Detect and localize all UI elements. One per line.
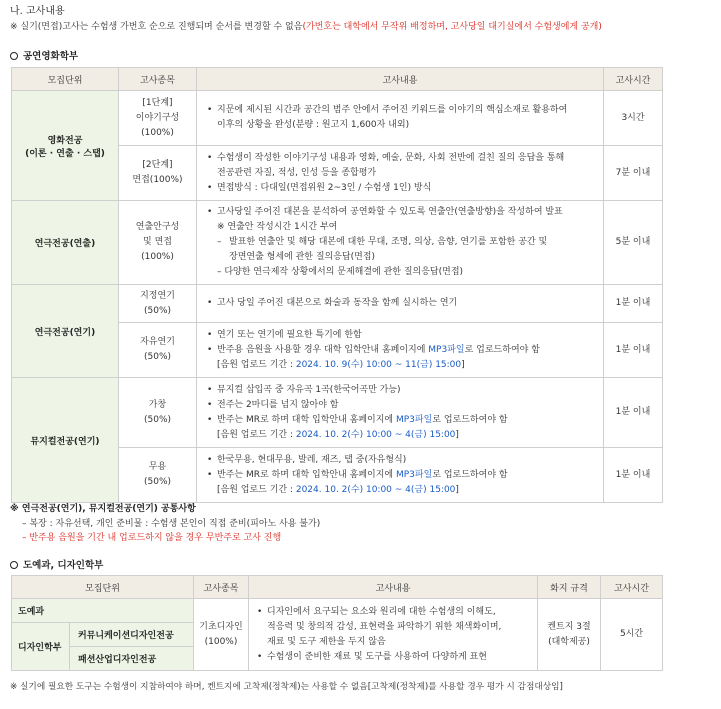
table-row: [12, 285, 663, 323]
unit-design: 디자인학부: [12, 623, 70, 671]
exam-type: [119, 146, 197, 201]
note-text: ※ 실기(면접)고사는 수험생 가번호 순으로 진행되며 순서를 변경할 수 없음: [10, 22, 303, 32]
paper-line: 켄트지 3절: [547, 621, 591, 632]
content-text: 반주용 음원을 사용할 경우 대학 입학안내 홈페이지에: [217, 344, 429, 355]
exam-line: 면접(100%): [132, 175, 183, 185]
content-text: [음원 업로드 기간 :: [217, 429, 296, 440]
unit-film: [12, 91, 119, 201]
col-header: 고사내용: [249, 576, 538, 599]
exam-type: [119, 285, 197, 323]
content-line: • 수험생이 작성한 이야기구성 내용과 영화, 예술, 문화, 사회 전반에 걸친 질의 응답을 통해: [207, 151, 595, 166]
table-row: [12, 91, 663, 146]
content-line: • 지문에 제시된 시간과 공간의 범주 안에서 주어진 키워드를 이야기의 핵심소재로 활용하여: [207, 103, 595, 118]
content-highlight: MP3파일: [395, 414, 433, 425]
exam-line: 및 면접: [143, 237, 172, 247]
col-header: 고사내용: [197, 68, 604, 91]
exam-time: 5시간: [601, 599, 663, 671]
exam-line: (100%): [141, 127, 174, 138]
table-header-row: [12, 68, 663, 91]
content-line: • 한국무용, 현대무용, 발레, 재즈, 탭 중(자유형식): [207, 453, 595, 468]
unit-name: 영화전공: [47, 135, 83, 146]
exam-type: [194, 599, 249, 671]
exam-content: [197, 201, 604, 285]
content-highlight: MP3파일: [395, 469, 433, 480]
exam-line: (50%): [143, 414, 172, 425]
content-text: 로 업로드하여야 함: [432, 469, 508, 480]
content-line: 장면연출 형세에 관한 질의응답(면접): [229, 252, 376, 262]
upload-period: 2024. 10. 2(수) 10:00 ~ 4(금) 15:00: [295, 429, 456, 440]
common-notes-title: ※ 연극전공(연기), 뮤지컬전공(연기) 공통사항: [10, 504, 196, 514]
exam-type: [119, 323, 197, 378]
exam-line: 자유연기: [140, 337, 175, 347]
exam-type: [119, 448, 197, 503]
exam-order-note: [10, 19, 602, 32]
content-line: • 뮤지컬 삽입곡 중 자유곡 1곡(한국어곡만 가능): [207, 383, 595, 398]
col-header: 고사시간: [601, 576, 663, 599]
content-line: – 발표한 연출안 및 해당 대본에 대한 무대, 조명, 의상, 음향, 연기를 포함한 공간 및: [207, 235, 595, 250]
circle-bullet-icon: [10, 52, 18, 60]
section1-title-text: 공연영화학부: [23, 51, 79, 62]
content-line: • 연기 또는 연기에 필요한 특기에 한함: [207, 328, 595, 343]
exam-line: (50%): [143, 477, 172, 487]
exam-content: [197, 91, 604, 146]
content-line: • 전주는 2마디를 넘지 않아야 함: [207, 398, 595, 413]
upload-period: 2024. 10. 9(수) 10:00 ~ 11(금) 15:00: [295, 359, 462, 370]
col-header: 고사종목: [119, 68, 197, 91]
unit-theatre-directing: 연극전공(연출): [12, 201, 119, 285]
exam-line: (50%): [143, 305, 172, 316]
content-line: – 다양한 연극제작 상황에서의 문제해결에 관한 질의응답(면접): [217, 267, 464, 277]
content-line: [207, 468, 595, 483]
paper-size: [538, 599, 601, 671]
exam-time: 7분 이내: [604, 146, 663, 201]
table-row: [12, 378, 663, 448]
content-line: ※ 연출안 작성시간 1시간 부여: [217, 222, 338, 232]
content-text: ]: [455, 429, 459, 440]
section2-title-text: 도예과, 디자인학부: [23, 560, 104, 571]
design-table: [11, 575, 663, 671]
content-text: 반주는 MR로 하며 대학 입학안내 홈페이지에: [217, 414, 396, 425]
col-header: 모집단위: [12, 576, 194, 599]
unit-musical: 뮤지컬전공(연기): [12, 378, 119, 503]
col-header: 고사시간: [604, 68, 663, 91]
exam-content: [197, 323, 604, 378]
design-footnote: ※ 실기에 필요한 도구는 수험생이 지참하여야 하며, 켄트지에 고착제(정착제)는 사용할 수 없음[고착제(정착제)를 사용할 경우 평가 시 감점대상임]: [10, 682, 563, 692]
table-header-row: [12, 576, 663, 599]
content-line: [207, 428, 595, 443]
exam-line: 이야기구성: [135, 112, 180, 123]
exam-type: [119, 91, 197, 146]
exam-line: 지정연기: [140, 290, 175, 301]
content-text: [음원 업로드 기간 :: [217, 484, 296, 495]
content-line: • 수험생이 준비한 재료 및 도구를 사용하여 다양하게 표현: [257, 650, 529, 665]
performing-arts-table: [11, 67, 663, 503]
exam-content: [197, 146, 604, 201]
exam-content: [197, 285, 604, 323]
exam-line: [2단계]: [142, 160, 173, 170]
unit-major: 커뮤니케이션디자인전공: [70, 623, 194, 647]
exam-line: 가창: [148, 399, 167, 410]
content-line: • 고사 당일 주어진 대본으로 화술과 동작을 함께 실시하는 연기: [207, 296, 595, 311]
unit-ceramics: 도예과: [12, 599, 194, 623]
exam-time: 1분 이내: [604, 285, 663, 323]
exam-time: 1분 이내: [604, 378, 663, 448]
content-line: 전공관련 자질, 적성, 인성 등을 종합평가: [217, 167, 377, 178]
common-note-audio: – 반주용 음원을 기간 내 업로드하지 않을 경우 무반주로 고사 진행: [22, 533, 282, 543]
exam-content: [249, 599, 538, 671]
exam-line: 무용: [148, 462, 167, 472]
content-text: 로 업로드하여야 함: [432, 414, 508, 425]
col-header: 모집단위: [12, 68, 119, 91]
content-text: ]: [461, 359, 465, 370]
content-line: [207, 483, 595, 498]
section1-title: [10, 48, 78, 62]
upload-period: 2024. 10. 2(수) 10:00 ~ 4(금) 15:00: [295, 484, 456, 495]
note-red-text: (가번호는 대학에서 무작위 배정하며, 고사당일 대기실에서 수험생에게 공개): [302, 22, 602, 32]
exam-line: (100%): [141, 252, 174, 262]
circle-bullet-icon: [10, 561, 18, 569]
section-heading: 나. 고사내용: [10, 6, 65, 17]
exam-content: [197, 378, 604, 448]
paper-line: (대학제공): [548, 636, 590, 647]
unit-major: 패션산업디자인전공: [70, 647, 194, 671]
exam-type: [119, 201, 197, 285]
content-line: • 고사당일 주어진 대본을 분석하여 공연화할 수 있도록 연출안(연출방향)을 작성하여 발표: [207, 205, 595, 220]
content-line: 재료 및 도구 제한을 두지 않음: [267, 636, 386, 647]
content-line: [207, 343, 595, 358]
unit-theatre-acting: 연극전공(연기): [12, 285, 119, 378]
exam-line: (50%): [143, 352, 172, 362]
section2-title: [10, 557, 103, 571]
exam-line: (100%): [204, 636, 238, 647]
col-header: 고사종목: [194, 576, 249, 599]
table-row: [12, 201, 663, 285]
exam-type: [119, 378, 197, 448]
common-note-attire: – 복장 : 자유선택, 개인 준비물 : 수험생 본인이 직접 준비(피아노 사용 불가): [22, 519, 321, 529]
exam-line: 기초디자인: [199, 621, 243, 632]
content-line: 이후의 상황을 완성(분량 : 원고지 1,600자 내외): [217, 120, 410, 130]
content-line: • 면접방식 : 다대일(면접위원 2~3인 / 수험생 1인) 방식: [207, 181, 595, 196]
content-line: [207, 413, 595, 428]
col-header: 화지 규격: [538, 576, 601, 599]
exam-content: [197, 448, 604, 503]
exam-time: 5분 이내: [604, 201, 663, 285]
table-row: [12, 599, 663, 623]
exam-line: 연출안구성: [135, 222, 180, 232]
exam-time: 1분 이내: [604, 323, 663, 378]
content-line: • 디자인에서 요구되는 요소와 원리에 대한 수험생의 이해도,: [257, 605, 529, 620]
content-highlight: MP3파일: [428, 344, 465, 355]
content-text: ]: [455, 484, 459, 495]
content-line: 적응력 및 창의적 감성, 표현력을 파악하기 위한 채색화이며,: [267, 621, 502, 632]
content-line: [207, 358, 595, 373]
content-text: [음원 업로드 기간 :: [217, 359, 296, 370]
exam-time: 3시간: [604, 91, 663, 146]
content-text: 로 업로드하여야 함: [464, 344, 540, 355]
unit-name-sub: (이론 · 연출 · 스탭): [25, 148, 105, 159]
exam-time: 1분 이내: [604, 448, 663, 503]
content-text: 반주는 MR로 하며 대학 입학안내 홈페이지에: [217, 469, 396, 480]
exam-line: [1단계]: [142, 97, 173, 108]
